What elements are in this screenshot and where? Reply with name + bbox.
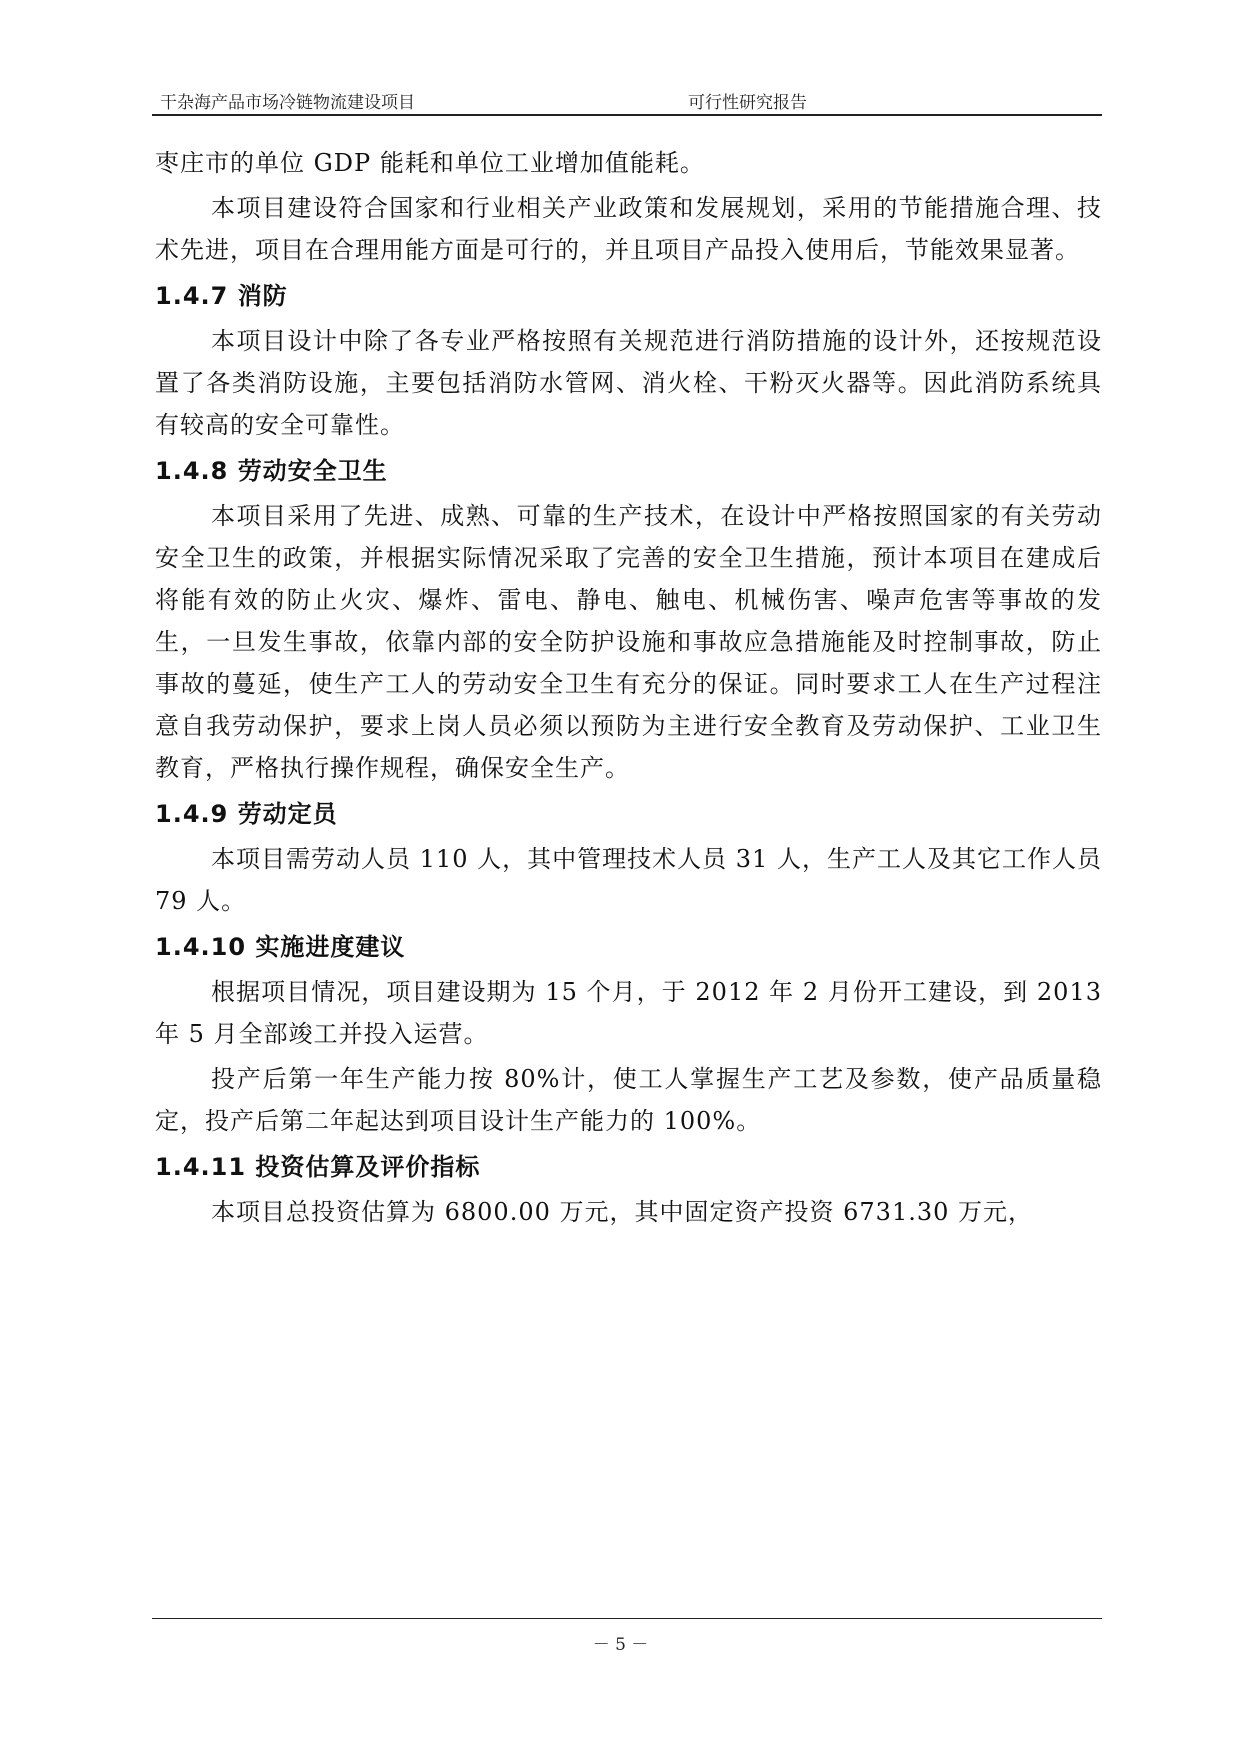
paragraph: 根据项目情况，项目建设期为 15 个月，于 2012 年 2 月份开工建设，到 2013 年 5 月全部竣工并投入运营。 bbox=[155, 978, 1102, 1048]
paragraph: 枣庄市的单位 GDP 能耗和单位工业增加值能耗。 bbox=[155, 149, 705, 177]
section-heading-1-4-11: 1.4.11 投资估算及评价指标 bbox=[155, 1153, 481, 1181]
footer-divider bbox=[152, 1618, 1102, 1619]
section-heading-1-4-10: 1.4.10 实施进度建议 bbox=[155, 933, 406, 961]
paragraph: 本项目总投资估算为 6800.00 万元，其中固定资产投资 6731.30 万元， bbox=[211, 1198, 1034, 1226]
section-heading-1-4-7: 1.4.7 消防 bbox=[155, 282, 288, 310]
page-number: － 5 － bbox=[592, 1635, 649, 1655]
paragraph: 本项目设计中除了各专业严格按照有关规范进行消防措施的设计外，还按规范设置了各类消防设施，主要包括消防水管网、消火栓、干粉灭火器等。因此消防系统具有较高的安全可靠性。 bbox=[155, 327, 1102, 439]
paragraph: 本项目采用了先进、成熟、可靠的生产技术，在设计中严格按照国家的有关劳动安全卫生的政策，并根据实际情况采取了完善的安全卫生措施，预计本项目在建成后将能有效的防止火灾、爆炸、雷电、静电、触电、机械伤害、噪声危害等事故的发生，一旦发生事故，依靠内部的安全防护设施和事故应急措施能及时控制事故，防止事故的蔓延，使生产工人的劳动安全卫生有充分的保证。同时要求工人在生产过程注意自我劳动保护，要求上岗人员必须以预防为主进行安全教育及劳动保护、工业卫生教育，严格执行操作规程，确保安全生产。 bbox=[155, 502, 1102, 782]
paragraph: 投产后第一年生产能力按 80%计，使工人掌握生产工艺及参数，使产品质量稳定，投产后第二年起达到项目设计生产能力的 100%。 bbox=[155, 1065, 1102, 1135]
paragraph: 本项目需劳动人员 110 人，其中管理技术人员 31 人，生产工人及其它工作人员 79 人。 bbox=[155, 845, 1102, 915]
header-report-type: 可行性研究报告 bbox=[688, 93, 807, 113]
section-heading-1-4-8: 1.4.8 劳动安全卫生 bbox=[155, 457, 388, 485]
header-project-title: 干杂海产品市场冷链物流建设项目 bbox=[160, 93, 415, 113]
document-body bbox=[155, 142, 1102, 1236]
paragraph: 本项目建设符合国家和行业相关产业政策和发展规划，采用的节能措施合理、技术先进，项目在合理用能方面是可行的，并且项目产品投入使用后，节能效果显著。 bbox=[155, 194, 1102, 264]
page-header bbox=[152, 84, 1102, 116]
section-heading-1-4-9: 1.4.9 劳动定员 bbox=[155, 800, 338, 828]
